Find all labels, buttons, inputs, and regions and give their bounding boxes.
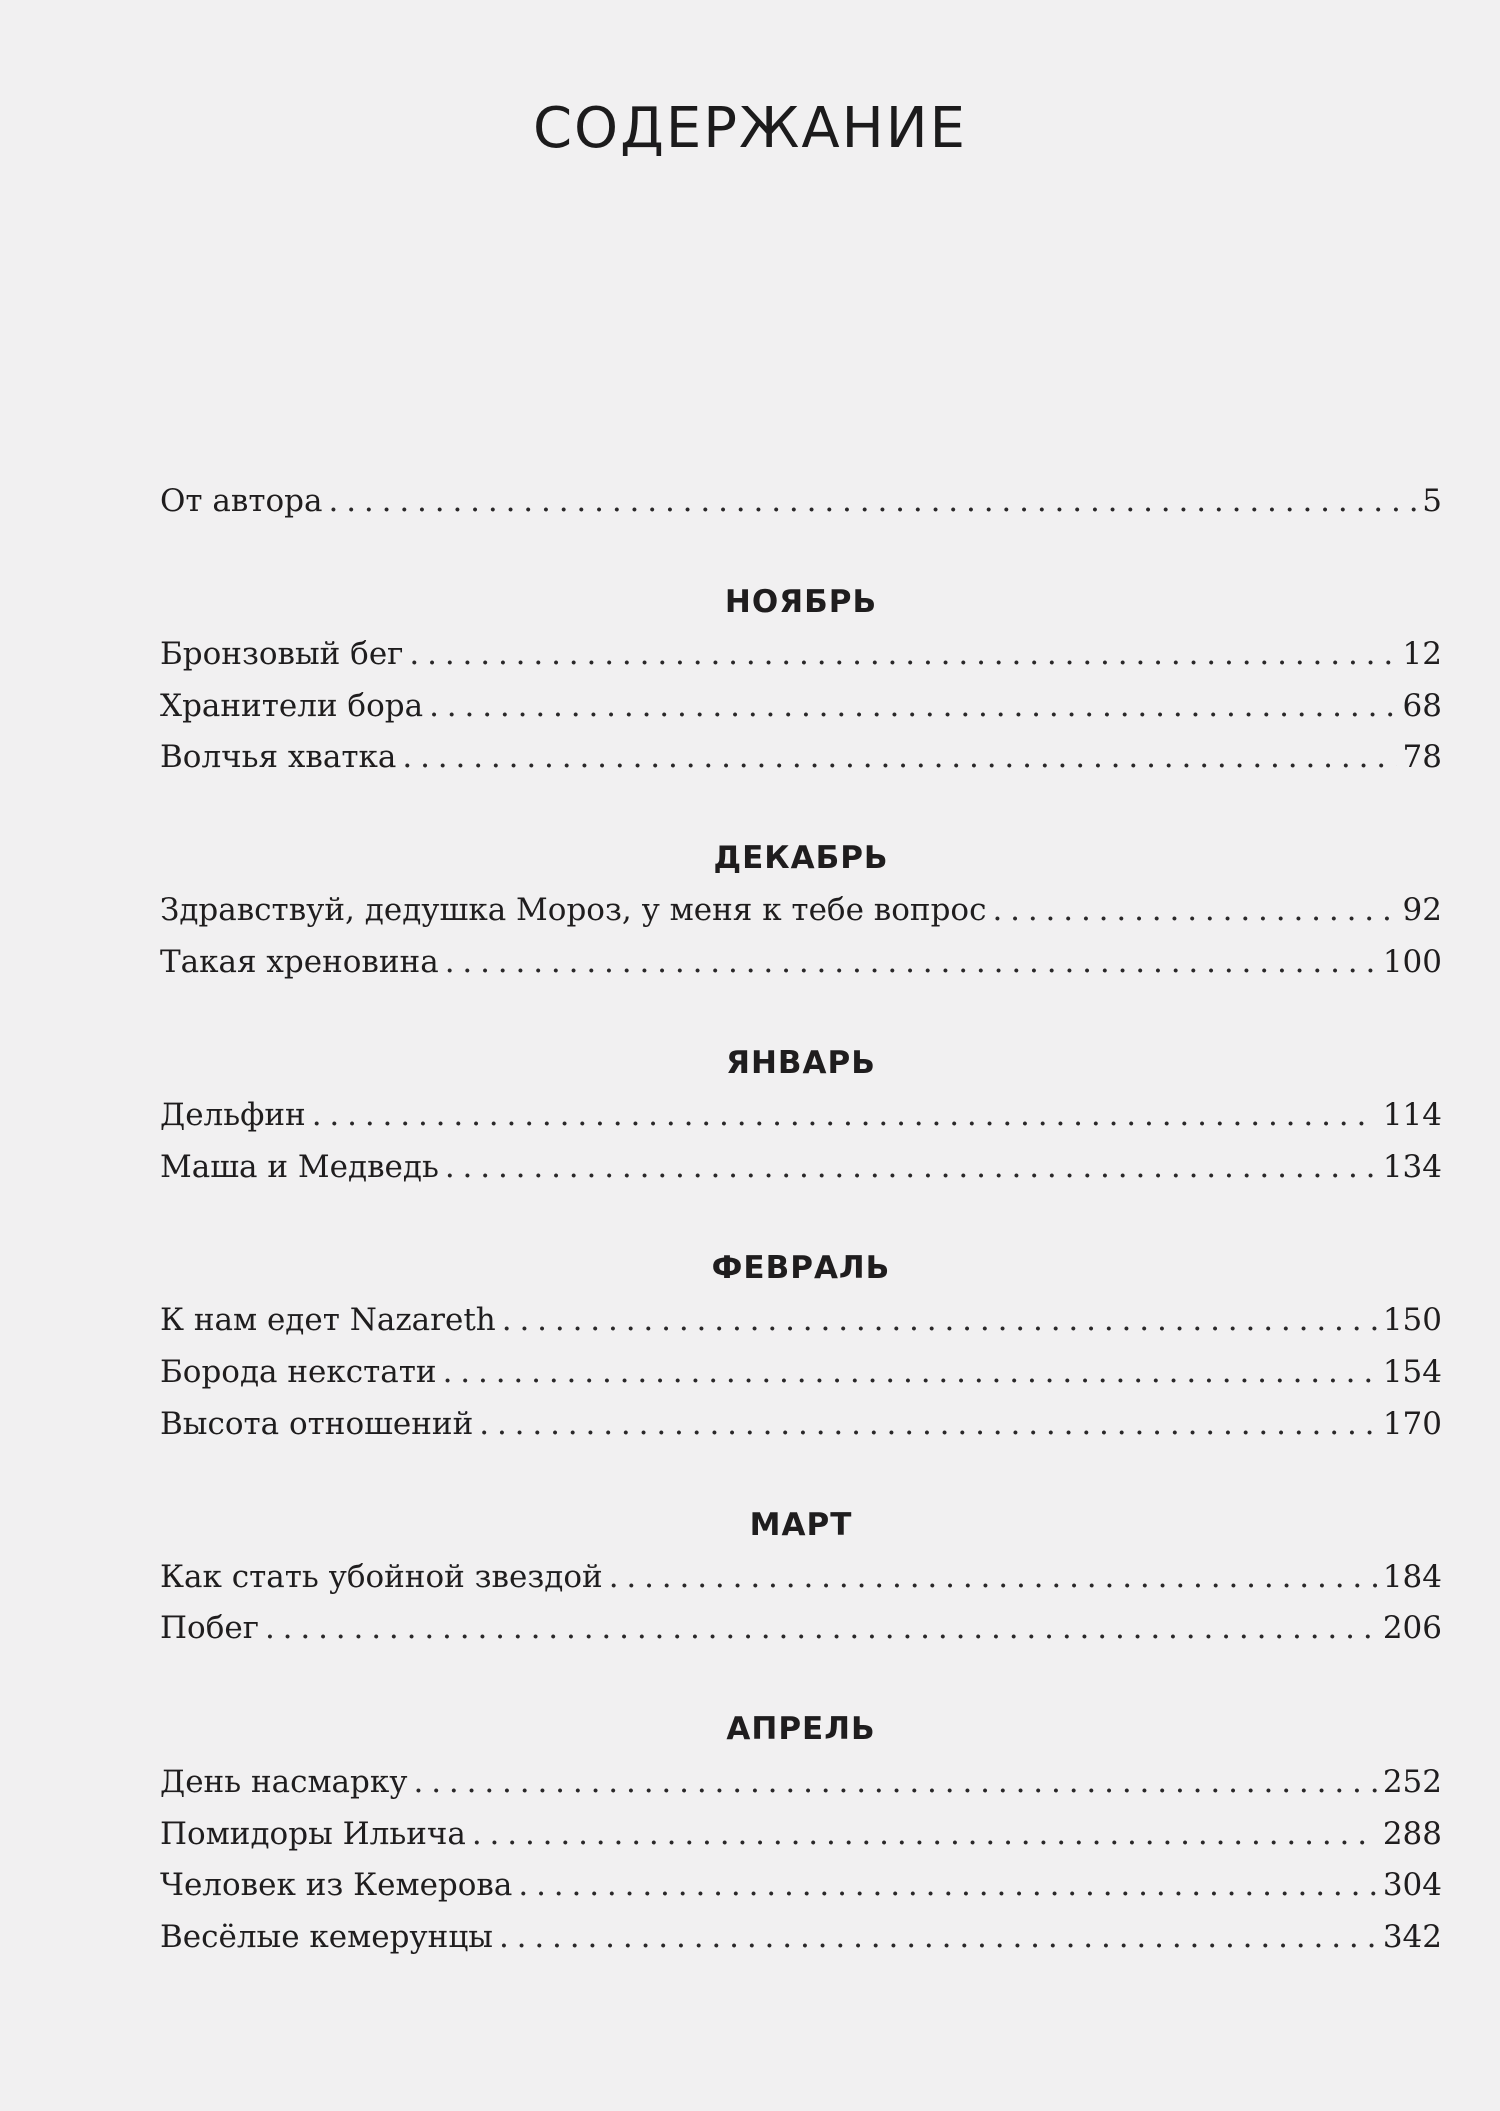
dot-leader xyxy=(414,1760,1377,1804)
dot-leader xyxy=(472,1812,1377,1856)
toc-entry-page: 68 xyxy=(1402,688,1442,724)
toc-entry xyxy=(160,1760,1442,1804)
toc-entry-title: Высота отношений xyxy=(160,1406,474,1442)
dot-leader xyxy=(429,684,1396,728)
dot-leader xyxy=(443,1350,1377,1394)
toc-entry xyxy=(160,1350,1442,1394)
toc-entry-page: 134 xyxy=(1382,1149,1442,1185)
toc-entry-page: 114 xyxy=(1382,1097,1442,1133)
toc-entry-title: Борода некстати xyxy=(160,1354,437,1390)
toc-entry xyxy=(160,940,1442,984)
toc-entry xyxy=(160,1863,1442,1907)
toc-entry-title: Побег xyxy=(160,1610,259,1646)
dot-leader xyxy=(402,735,1396,779)
toc-entry-page: 342 xyxy=(1382,1919,1442,1955)
toc-entry-page: 170 xyxy=(1382,1406,1442,1442)
toc-entry xyxy=(160,1402,1442,1446)
toc-entry-page: 184 xyxy=(1382,1559,1442,1595)
toc-entry xyxy=(160,1812,1442,1856)
toc-entry xyxy=(160,1606,1442,1650)
toc-entry-title: Весёлые кемерунцы xyxy=(160,1919,493,1955)
section-heading-march: МАРТ xyxy=(749,1507,853,1543)
toc-entry-title: Человек из Кемерова xyxy=(160,1867,513,1903)
toc-entry-title: Маша и Медведь xyxy=(160,1149,439,1185)
toc-entry-title: От автора xyxy=(160,483,323,519)
toc-entry-page: 206 xyxy=(1382,1610,1442,1646)
toc-entry xyxy=(160,632,1442,676)
toc-entry xyxy=(160,1145,1442,1189)
toc-entry-title: Волчья хватка xyxy=(160,739,397,775)
toc-entry-page: 252 xyxy=(1382,1764,1442,1800)
dot-leader xyxy=(329,479,1417,523)
section-heading-january: ЯНВАРЬ xyxy=(726,1045,876,1081)
toc-entry-title: К нам едет Nazareth xyxy=(160,1302,496,1338)
toc-entry-page: 12 xyxy=(1402,636,1442,672)
toc-entry-intro xyxy=(160,479,1442,523)
dot-leader xyxy=(518,1863,1376,1907)
toc-entry xyxy=(160,888,1442,932)
toc-entry-title: Помидоры Ильича xyxy=(160,1816,466,1852)
toc-entry-title: Такая хреновина xyxy=(160,944,439,980)
toc-entry-page: 78 xyxy=(1402,739,1442,775)
section-heading-november: НОЯБРЬ xyxy=(724,584,878,620)
dot-leader xyxy=(479,1402,1377,1446)
toc-entry-title: Хранители бора xyxy=(160,688,424,724)
dot-leader xyxy=(992,888,1396,932)
dot-leader xyxy=(445,940,1377,984)
dot-leader xyxy=(409,632,1396,676)
toc-entry-page: 288 xyxy=(1382,1816,1442,1852)
toc-entry xyxy=(160,1298,1442,1342)
toc-entry xyxy=(160,684,1442,728)
dot-leader xyxy=(265,1606,1377,1650)
section-heading-february: ФЕВРАЛЬ xyxy=(711,1250,891,1286)
toc-entry-title: Дельфин xyxy=(160,1097,306,1133)
dot-leader xyxy=(499,1915,1377,1959)
toc-entry xyxy=(160,1915,1442,1959)
toc-entry-page: 304 xyxy=(1382,1867,1442,1903)
toc-entry-page: 100 xyxy=(1382,944,1442,980)
toc-entry-page: 92 xyxy=(1402,892,1442,928)
page-title: СОДЕРЖАНИЕ xyxy=(532,96,968,161)
section-heading-april: АПРЕЛЬ xyxy=(726,1711,876,1747)
toc-entry-page: 154 xyxy=(1382,1354,1442,1390)
toc-entry-title: Здравствуй, дедушка Мороз, у меня к тебе вопрос xyxy=(160,892,987,928)
toc-entry xyxy=(160,735,1442,779)
toc-entry-title: Как стать убойной звездой xyxy=(160,1559,603,1595)
toc-entry xyxy=(160,1093,1442,1137)
toc-entry xyxy=(160,1555,1442,1599)
toc-entry-page: 5 xyxy=(1422,483,1442,519)
section-heading-december: ДЕКАБРЬ xyxy=(713,840,889,876)
dot-leader xyxy=(502,1298,1377,1342)
dot-leader xyxy=(609,1555,1377,1599)
toc-entry-title: День насмарку xyxy=(160,1764,408,1800)
toc-entry-title: Бронзовый бег xyxy=(160,636,404,672)
toc-entry-page: 150 xyxy=(1382,1302,1442,1338)
dot-leader xyxy=(312,1093,1377,1137)
dot-leader xyxy=(445,1145,1377,1189)
